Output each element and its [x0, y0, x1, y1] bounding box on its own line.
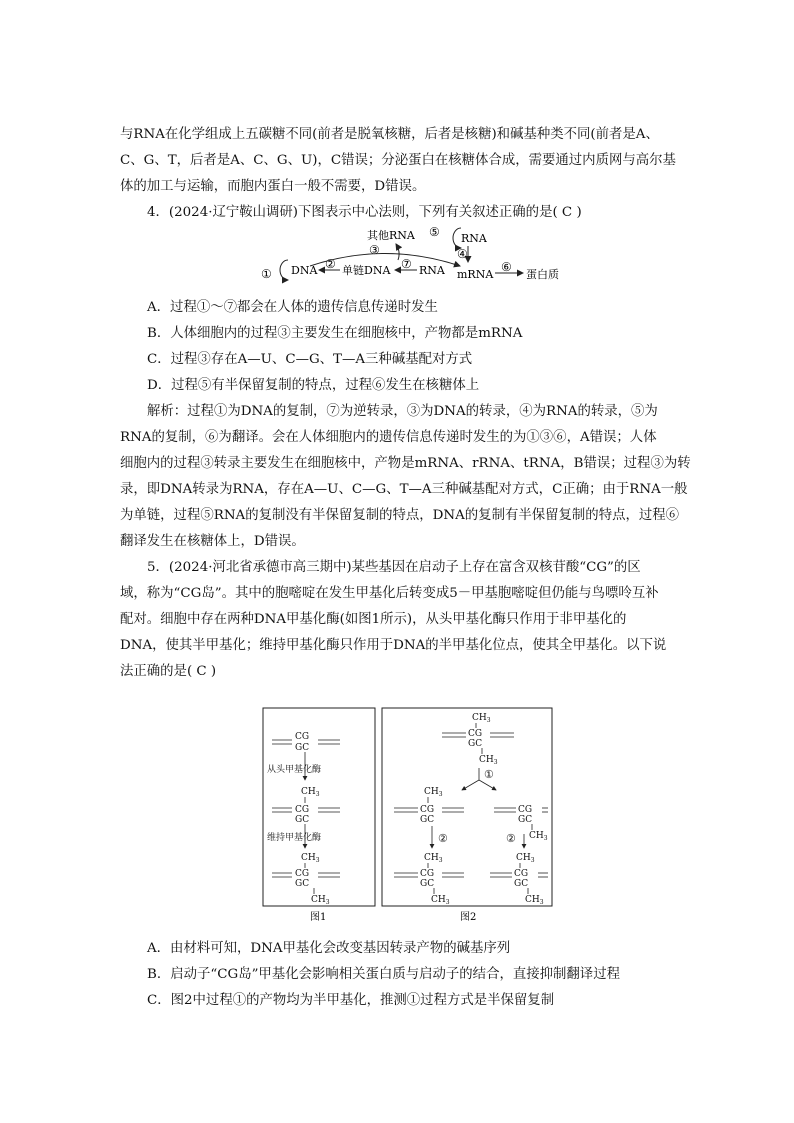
fig2-hemimethylated-right	[494, 805, 548, 842]
svg-text:CG: CG	[295, 869, 310, 879]
svg-text:CH3: $CH_3$	[529, 831, 548, 842]
option-c: C．过程③存在A—U、C—G、T—A三种碱基配对方式	[147, 352, 473, 367]
fig1-unmethylated	[272, 732, 340, 753]
option-a: A．由材料可知，DNA甲基化会改变基因转录产物的碱基序列	[147, 941, 511, 956]
fig1-enzyme-maintenance: 维持甲基化酶	[267, 833, 322, 843]
dna-replication-loop	[280, 260, 288, 280]
label-circle-1: ①	[261, 267, 272, 281]
svg-text:GC: GC	[295, 743, 310, 753]
question-5-stem: 域，称为“CG岛”。其中的胞嘧啶在发生甲基化后转变成5－甲基胞嘧啶但仍能与鸟嘌呤互补	[120, 586, 659, 601]
label-circle-2: ②	[325, 257, 336, 271]
fig1-hemimethylated	[272, 787, 340, 825]
text-line: 体的加工与运输，而胞内蛋白一般不需要，D错误。	[120, 179, 426, 194]
svg-text:CH3: $CH_3$	[472, 713, 491, 724]
question-5-stem: 法正确的是( C )	[120, 664, 217, 679]
svg-text:GC: GC	[468, 739, 483, 749]
svg-text:CG: CG	[420, 869, 435, 879]
text-line: 与RNA在化学组成上五碳糖不同(前者是脱氧核糖，后者是核糖)和碱基种类不同(前者是A、	[120, 127, 659, 142]
fig2-split-left	[462, 780, 479, 790]
option-b: B．启动子“CG岛”甲基化会影响相关蛋白质与启动子的结合，直接抑制翻译过程	[147, 967, 620, 982]
figure-1-frame	[263, 708, 375, 906]
fig2-fully-methylated-left	[394, 853, 464, 906]
analysis-line: 细胞内的过程③转录主要发生在细胞核中，产物是mRNA、rRNA、tRNA，B错误；过程③为转	[120, 456, 691, 471]
svg-text:CH3: $CH_3$	[424, 853, 443, 864]
svg-text:GC: GC	[514, 879, 529, 889]
label-circle-3: ③	[369, 243, 380, 257]
fig2-hemimethylated-left	[394, 787, 464, 825]
question-5-stem: 5．(2024·河北省承德市高三期中)某些基因在启动子上存在富含双核苷酸“CG”的区	[147, 560, 641, 575]
fig2-fully-methylated-top	[442, 713, 514, 766]
label-mrna: mRNA	[457, 268, 494, 281]
svg-text:GC: GC	[518, 815, 533, 825]
analysis-line: RNA的复制，⑥为翻译。会在人体细胞内的遗传信息传递时发生的为①③⑥，A错误；人体	[120, 430, 657, 445]
fig2-fully-methylated-right	[490, 853, 548, 906]
question-5-stem: 配对。细胞中存在两种DNA甲基化酶(如图1所示)，从头甲基化酶只作用于非甲基化的	[120, 612, 627, 627]
svg-text:CH3: $CH_3$	[479, 755, 498, 766]
option-a: A．过程①～⑦都会在人体的遗传信息传递时发生	[147, 300, 438, 315]
label-other-rna: 其他RNA	[367, 229, 415, 242]
svg-text:GC: GC	[420, 879, 435, 889]
svg-text:CH3: $CH_3$	[301, 853, 320, 864]
fig2-label-circle-1: ①	[484, 768, 494, 781]
text-line: C、G、T，后者是A、C、G、U)，C错误；分泌蛋白在核糖体合成，需要通过内质网与高尔基	[120, 153, 676, 168]
rna-replication-loop	[453, 228, 461, 248]
svg-text:CH3: $CH_3$	[525, 895, 544, 906]
fig1-fully-methylated	[272, 853, 340, 906]
label-circle-4: ④	[457, 247, 468, 261]
svg-text:GC: GC	[420, 815, 435, 825]
fig2-label-circle-2-left: ②	[438, 832, 448, 845]
svg-text:CH3: $CH_3$	[311, 895, 330, 906]
caption-figure-2: 图2	[460, 912, 477, 923]
svg-text:CH3: $CH_3$	[424, 787, 443, 798]
svg-text:CG: CG	[420, 805, 435, 815]
svg-text:CG: CG	[295, 805, 310, 815]
label-circle-5: ⑤	[429, 226, 440, 239]
analysis-line: 解析：过程①为DNA的复制，⑦为逆转录，③为DNA的转录，④为RNA的转录，⑤为	[147, 404, 658, 419]
label-circle-6: ⑥	[501, 260, 512, 274]
central-dogma-diagram	[255, 226, 595, 290]
caption-figure-1: 图1	[310, 912, 327, 923]
label-circle-7: ⑦	[401, 257, 412, 271]
svg-text:CH3: $CH_3$	[301, 787, 320, 798]
option-d: D．过程⑤有半保留复制的特点，过程⑥发生在核糖体上	[147, 378, 480, 393]
option-b: B．人体细胞内的过程③主要发生在细胞核中，产物都是mRNA	[147, 326, 523, 341]
fig2-split-right	[479, 780, 496, 790]
label-rna-top: RNA	[461, 232, 487, 245]
svg-text:CH3: $CH_3$	[431, 895, 450, 906]
arrow-to-other-rna	[396, 244, 399, 260]
svg-text:CG: CG	[518, 805, 533, 815]
fig2-label-circle-2-right: ②	[506, 832, 516, 845]
question-5-stem: DNA，使其半甲基化；维持甲基化酶只作用于DNA的半甲基化位点，使其全甲基化。以下说	[120, 638, 667, 653]
methylation-figure	[258, 706, 558, 928]
svg-text:CG: CG	[295, 732, 310, 742]
label-single-dna: 单链DNA	[342, 264, 391, 277]
analysis-line: 录，即DNA转录为RNA，存在A—U、C—G、T—A三种碱基配对方式，C正确；由于RNA一般	[120, 482, 688, 497]
analysis-line: 为单链，过程⑤RNA的复制没有半保留复制的特点，DNA的复制有半保留复制的特点，过程⑥	[120, 508, 680, 523]
svg-text:CH3: $CH_3$	[516, 853, 535, 864]
question-4-stem: 4．(2024·辽宁鞍山调研)下图表示中心法则，下列有关叙述正确的是( C )	[147, 205, 582, 220]
svg-text:CG: CG	[514, 869, 529, 879]
fig1-enzyme-de-novo: 从头甲基化酶	[267, 765, 322, 775]
svg-text:CG: CG	[468, 729, 483, 739]
svg-text:GC: GC	[295, 879, 310, 889]
option-c: C．图2中过程①的产物均为半甲基化，推测①过程方式是半保留复制	[147, 993, 555, 1008]
label-dna: DNA	[291, 264, 318, 277]
label-protein: 蛋白质	[526, 268, 559, 281]
svg-text:GC: GC	[295, 815, 310, 825]
analysis-line: 翻译发生在核糖体上，D错误。	[120, 534, 305, 549]
label-rna: RNA	[419, 264, 445, 277]
